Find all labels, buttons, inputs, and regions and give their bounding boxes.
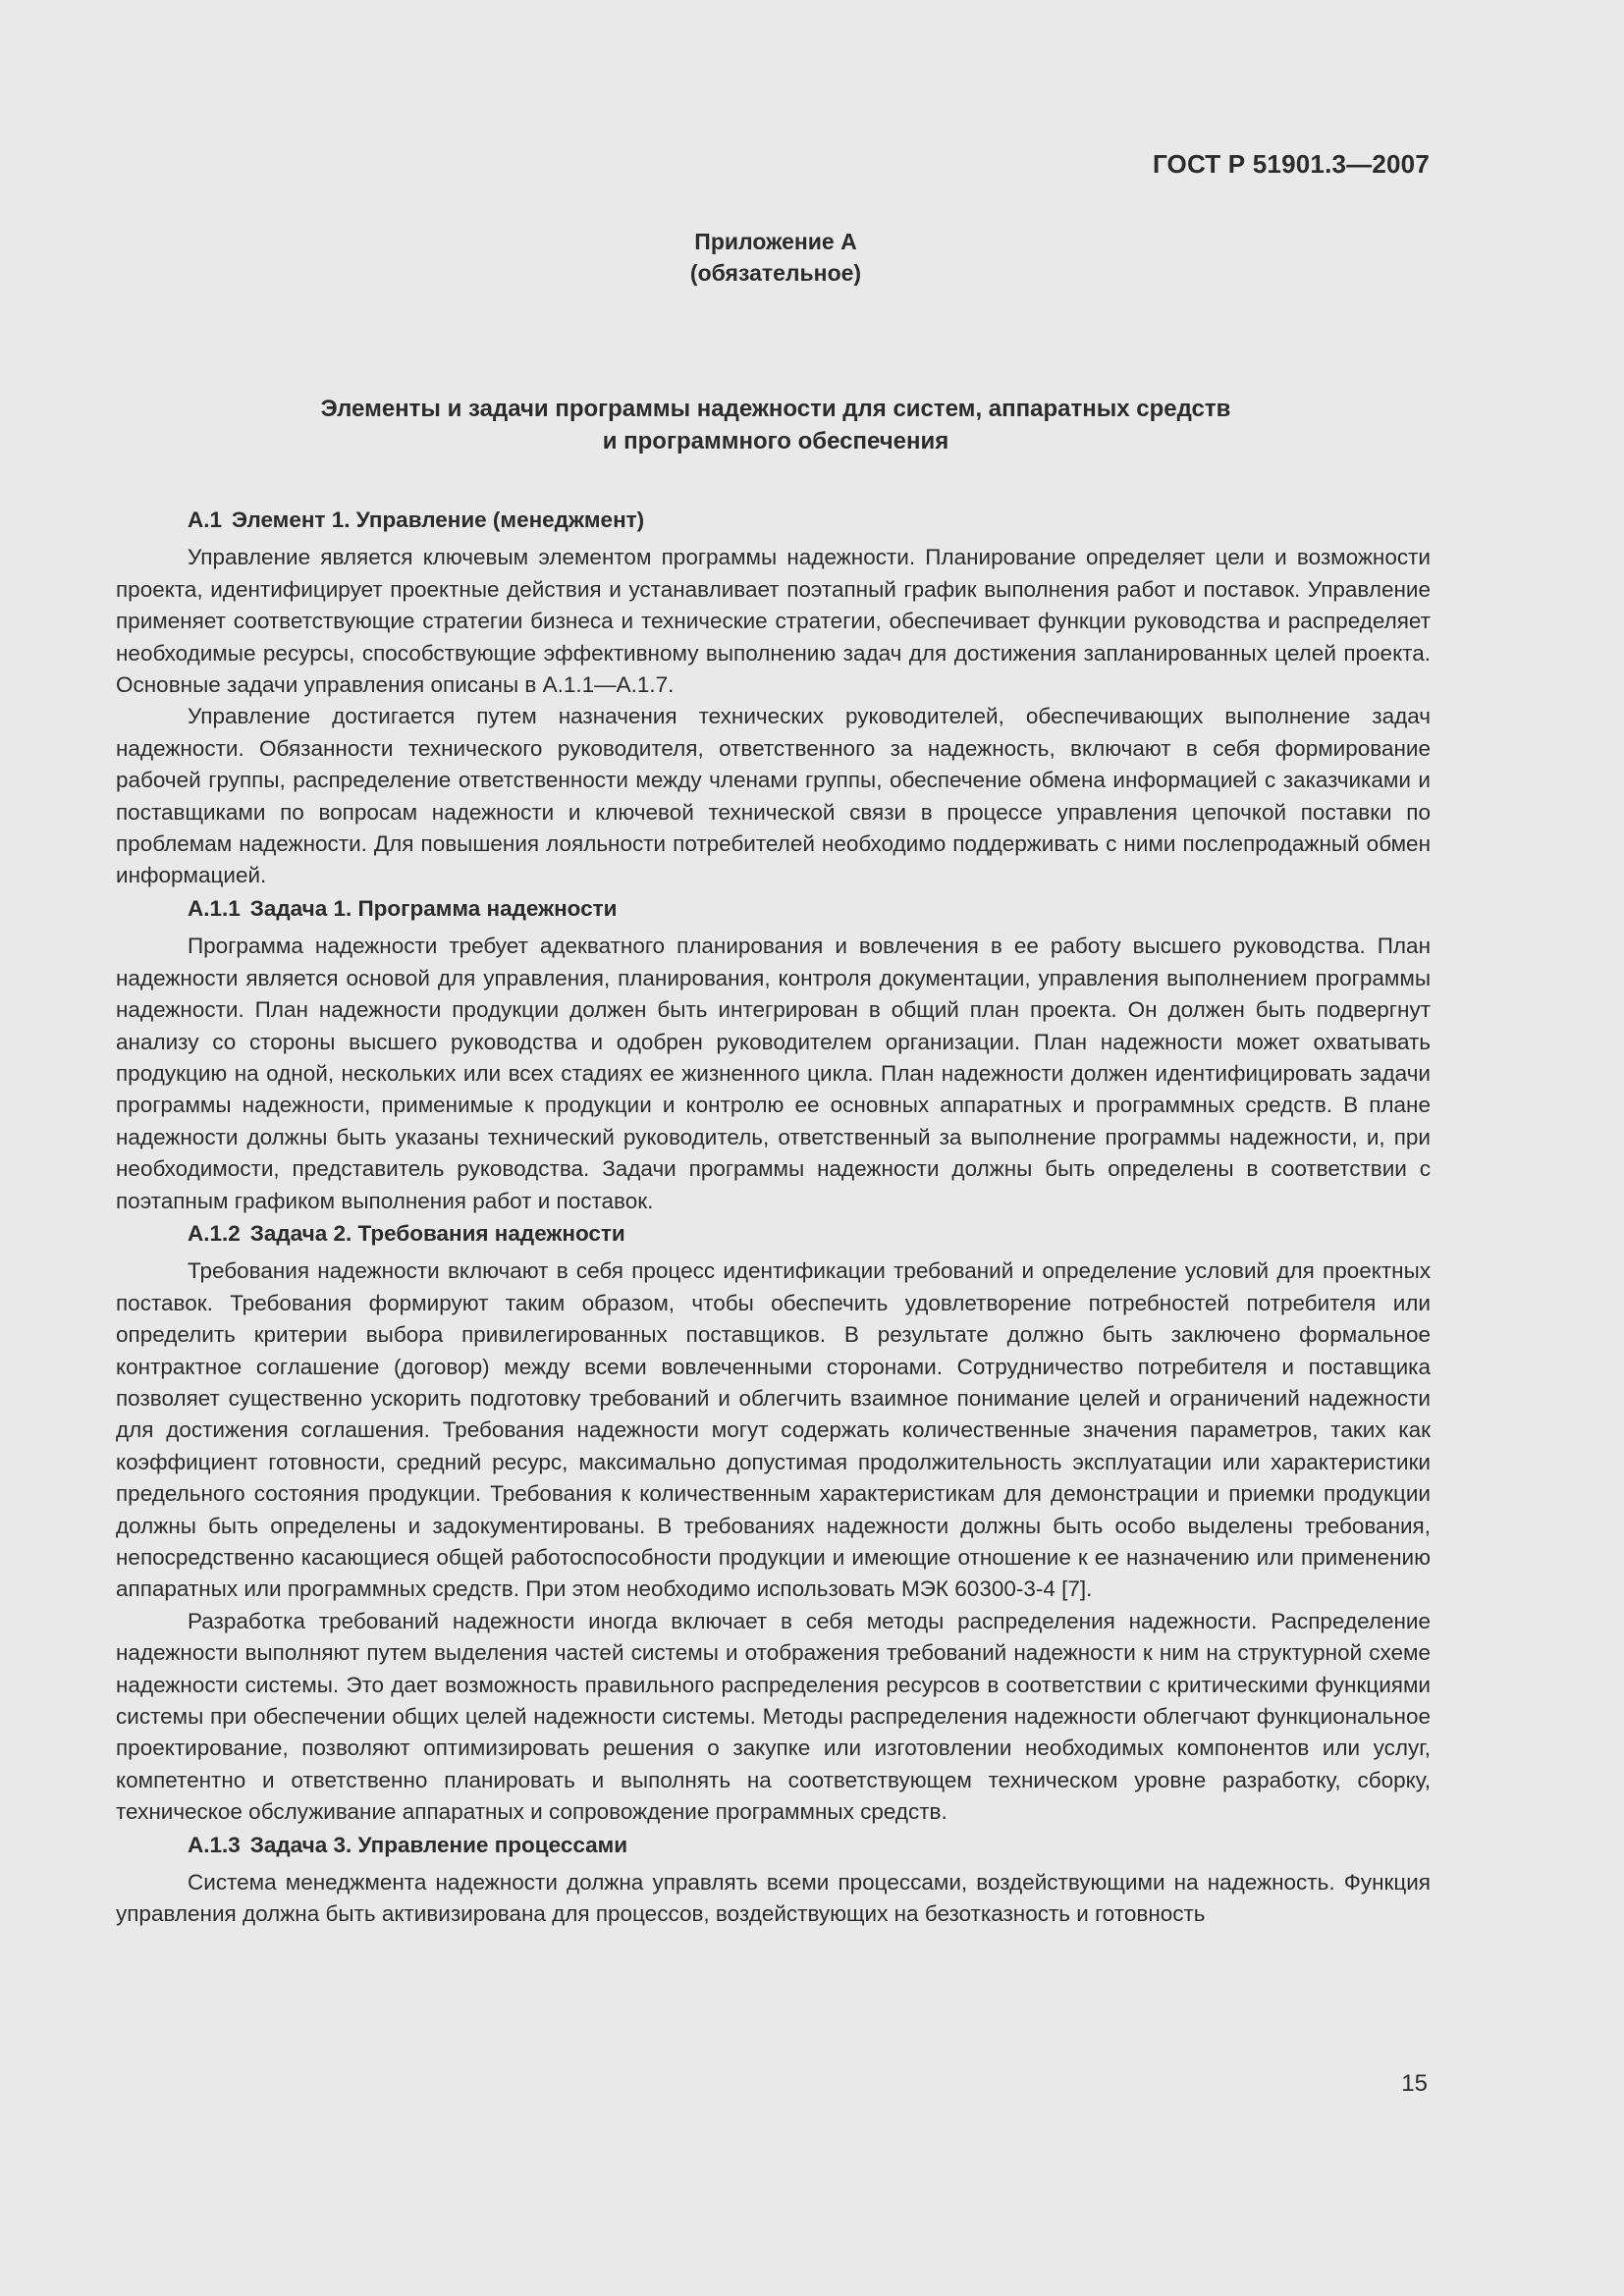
section-number: А.1 xyxy=(188,507,223,532)
paragraph: Разработка требований надежности иногда включает в себя методы распределения надежности. Распределение надежности выполняют путем выделения частей системы и отображения требований надежности к ним на структурной схеме надежности системы. Это дает возможность правильного распределения ресурсов в соответствии с критическими функциями системы при обеспечении общих целей надежности системы. Методы распределения надежности облегчают функциональное проектирование, позволяют оптимизировать решения о закупке или изготовлении необходимых компонентов или услуг, компетентно и ответственно планировать и выполнять на соответствующем техническом уровне разработку, сборку, техническое обслуживание аппаратных и сопровождение программных средств. xyxy=(116,1608,1431,1825)
paragraph: Требования надежности включают в себя процесс идентификации требований и определение условий для проектных поставок. Требования формируют таким образом, чтобы обеспечить удовлетворение потребностей потребителя или определить критерии выбора привилегированных поставщиков. В результате должно быть заключено формальное контрактное соглашение (договор) между всеми вовлеченными сторонами. Сотрудничество потребителя и поставщика позволяет существенно ускорить подготовку требований и облегчить взаимное понимание целей и ограничений надежности для достижения соглашения. Требования надежности могут содержать количественные значения параметров, таких как коэффициент готовности, средний ресурс, максимально допустимая продолжительность эксплуатации или характеристики предельного состояния продукции. Требования к количественным характеристикам для демонстрации и приемки продукции должны быть определены и задокументированы. В требованиях надежности должны быть особо выделены требования, непосредственно касающиеся общей работоспособности продукции и имеющие отношение к ее назначению или применению аппаратных или программных средств. При этом необходимо использовать МЭК 60300-3-4 [7]. xyxy=(116,1258,1431,1602)
document-title-line-2: и программного обеспечения xyxy=(602,428,949,454)
section-title: Задача 1. Программа надежности xyxy=(249,895,618,921)
document-title-line-1: Элементы и задачи программы надежности для систем, аппаратных средств xyxy=(320,396,1231,422)
section-title: Задача 3. Управление процессами xyxy=(249,1832,628,1857)
section-number: А.1.2 xyxy=(188,1220,241,1246)
section-number: А.1.1 xyxy=(188,895,241,921)
document-title xyxy=(0,393,1551,457)
annex-label: Приложение А xyxy=(694,229,857,254)
section-heading-a1-3 xyxy=(116,1830,1431,1861)
section-title: Задача 2. Требования надежности xyxy=(249,1220,625,1246)
section-title: Элемент 1. Управление (менеджмент) xyxy=(232,507,645,532)
annex-caption xyxy=(0,226,1551,289)
document-code: ГОСТ Р 51901.3—2007 xyxy=(1152,149,1430,179)
paragraph: Управление является ключевым элементом программы надежности. Планирование определяет цели и возможности проекта, идентифицирует проектные действия и устанавливает поэтапный график выполнения работ и поставок. Управление применяет соответствующие стратегии бизнеса и технические стратегии, обеспечивает функции руководства и распределяет необходимые ресурсы, способствующие эффективному выполнению задач для достижения запланированных целей проекта. Основные задачи управления описаны в А.1.1—А.1.7. xyxy=(116,545,1431,698)
paragraph: Управление достигается путем назначения технических руководителей, обеспечивающих выполнение задач надежности. Обязанности технического руководителя, ответственного за надежность, включают в себя формирование рабочей группы, распределение ответственности между членами группы, обеспечение обмена информацией с заказчиками и поставщиками по вопросам надежности и ключевой технической связи в процессе управления цепочкой поставки по проблемам надежности. Для повышения лояльности потребителей необходимо поддерживать с ними послепродажный обмен информацией. xyxy=(116,704,1431,888)
section-heading-a1 xyxy=(116,505,1431,536)
document-body xyxy=(116,504,1431,1931)
annex-status: (обязательное) xyxy=(689,260,862,286)
section-number: А.1.3 xyxy=(188,1832,241,1857)
page-number: 15 xyxy=(1401,2070,1428,2097)
section-heading-a1-2 xyxy=(116,1218,1431,1250)
section-heading-a1-1 xyxy=(116,893,1431,925)
paragraph: Система менеджмента надежности должна управлять всеми процессами, воздействующими на надежность. Функция управления должна быть активизирована для процессов, воздействующих на безотказность и готовность xyxy=(116,1870,1431,1927)
paragraph: Программа надежности требует адекватного планирования и вовлечения в ее работу высшего руководства. План надежности является основой для управления, планирования, контроля документации, управления выполнением программы надежности. План надежности продукции должен быть интегрирован в общий план проекта. Он должен быть подвергнут анализу со стороны высшего руководства и одобрен руководителем организации. План надежности может охватывать продукцию на одной, нескольких или всех стадиях ее жизненного цикла. План надежности должен идентифицировать задачи программы надежности, применимые к продукции и контролю ее основных аппаратных и программных средств. В плане надежности должны быть указаны технический руководитель, ответственный за выполнение программы надежности, и, при необходимости, представитель руководства. Задачи программы надежности должны быть определены в соответствии с поэтапным графиком выполнения работ и поставок. xyxy=(116,934,1431,1213)
